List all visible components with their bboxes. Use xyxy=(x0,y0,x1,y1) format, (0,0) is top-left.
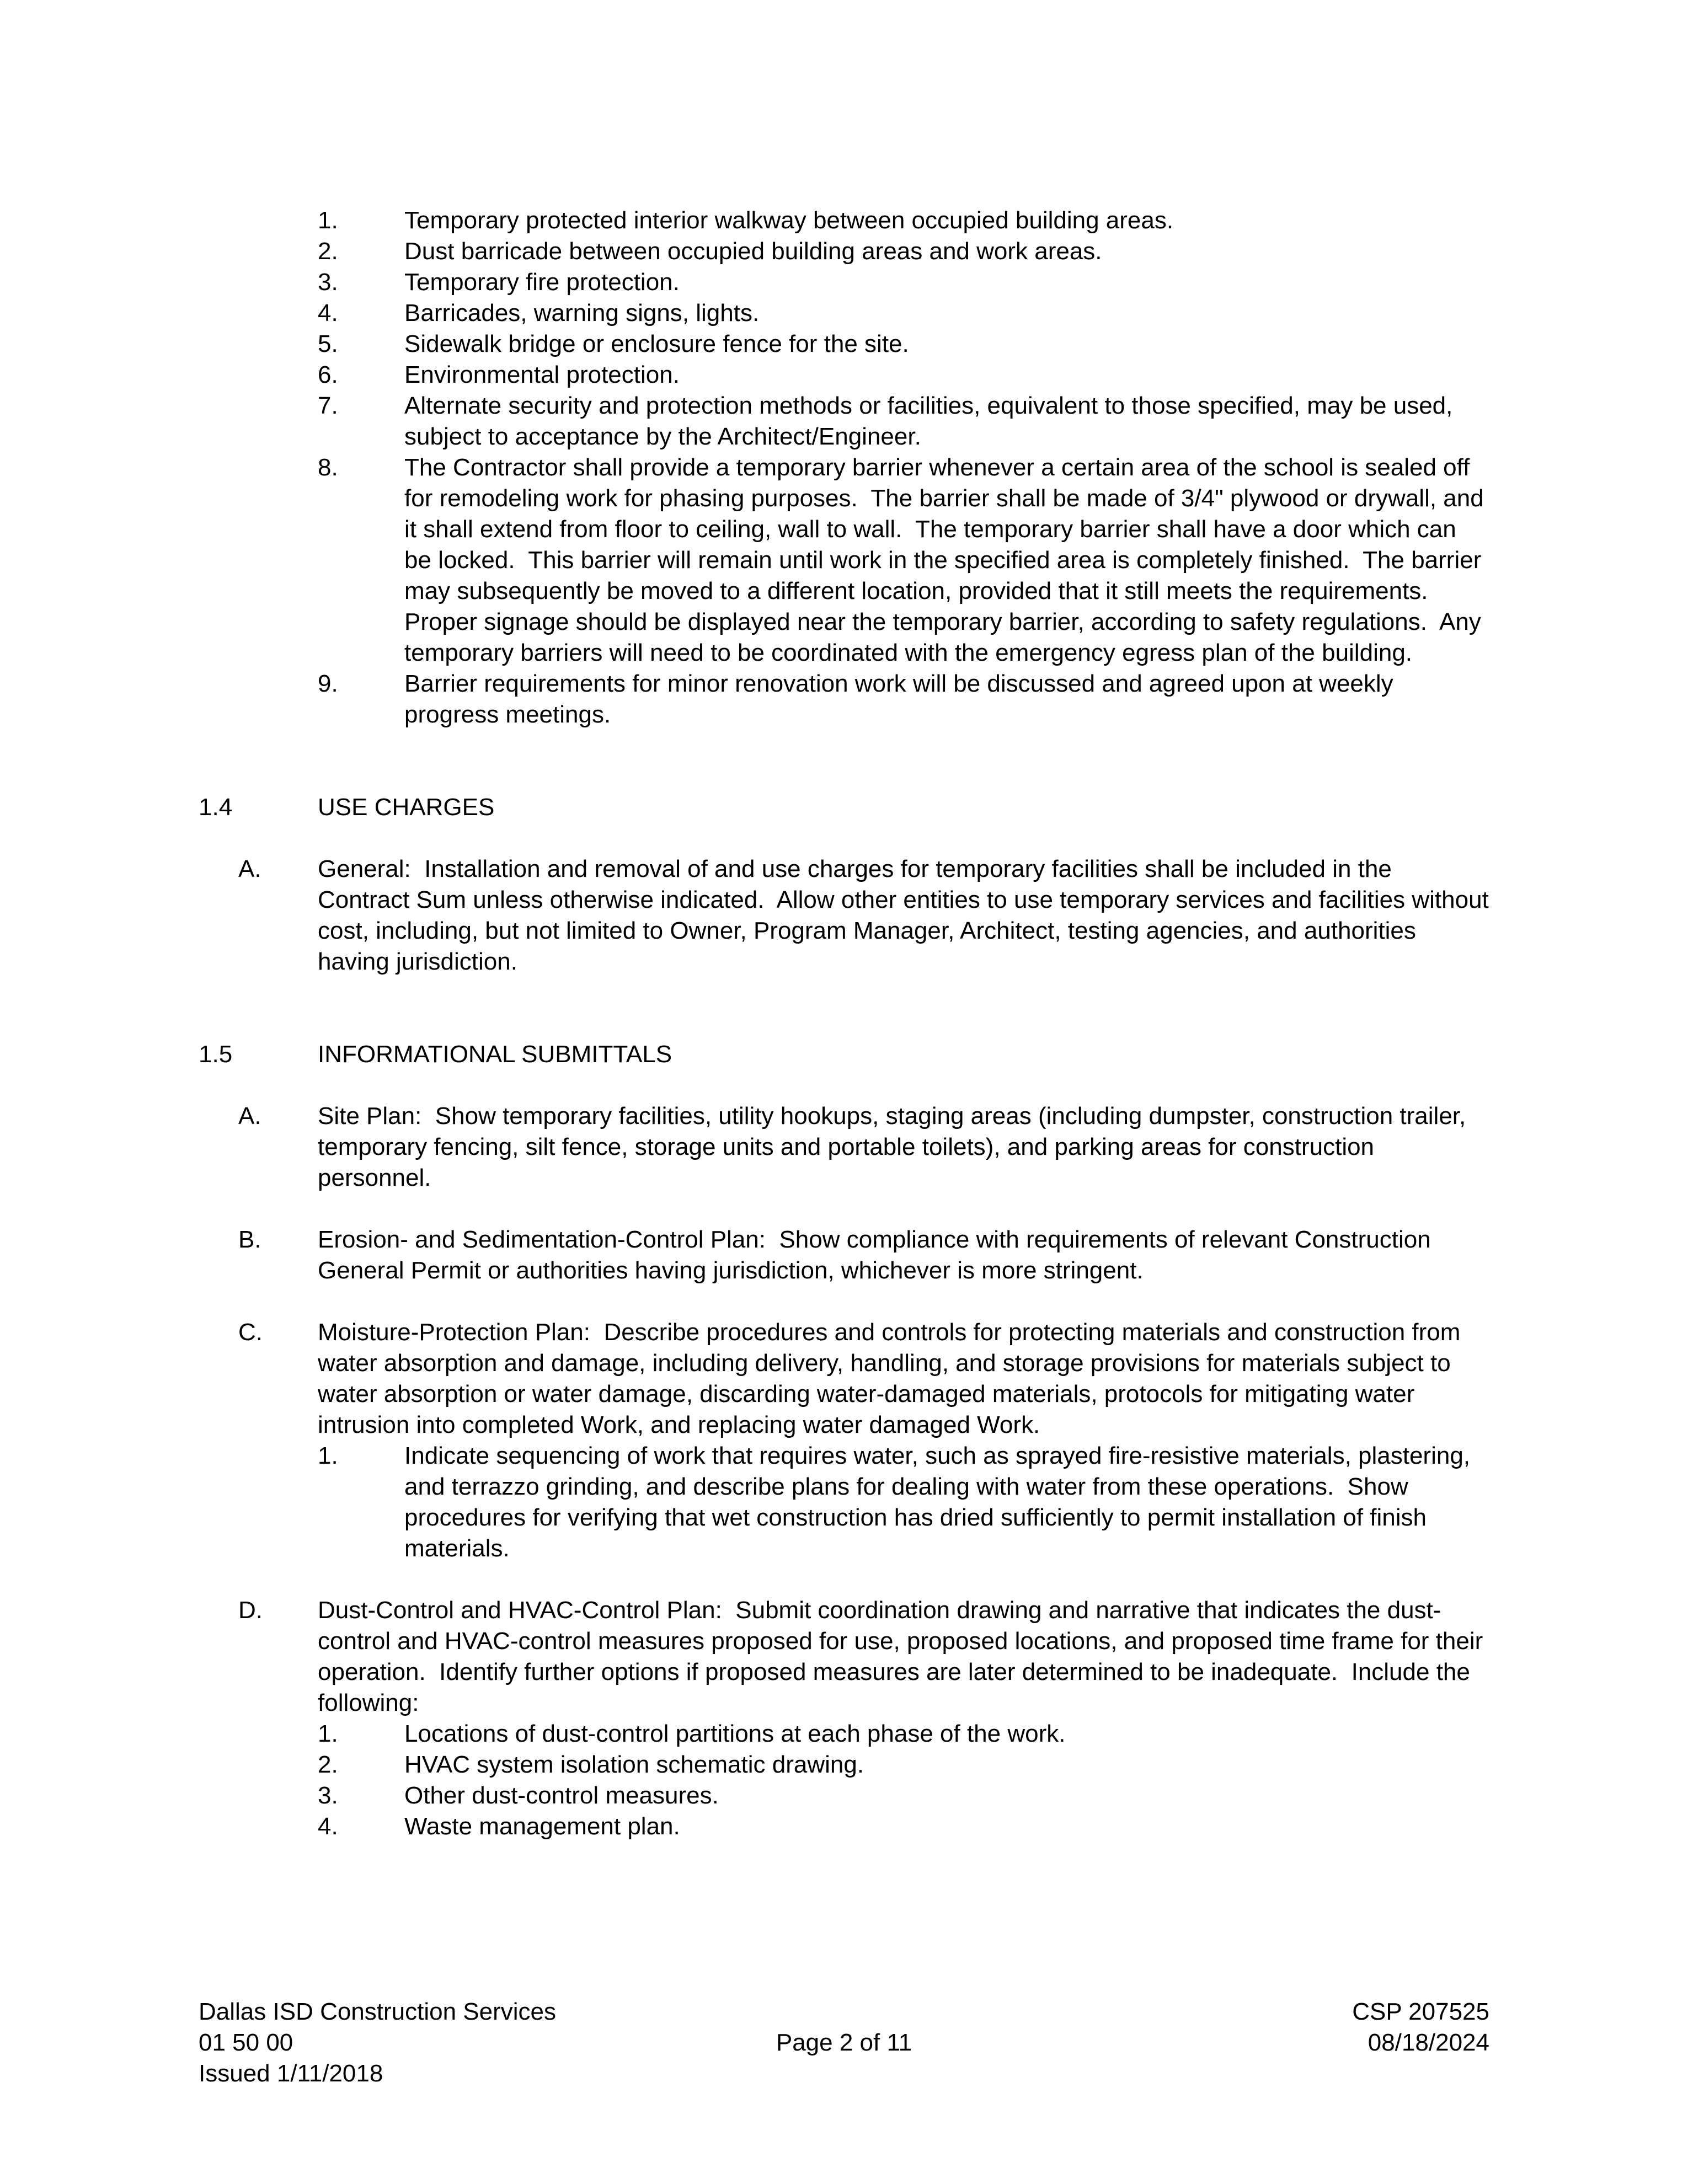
list-item-number: 8. xyxy=(318,454,338,481)
list-item xyxy=(318,236,1489,267)
sub-list-item xyxy=(318,1719,1489,1749)
paragraph-letter: D. xyxy=(238,1597,263,1624)
sub-list-item xyxy=(318,1441,1489,1564)
list-item-text: Temporary protected interior walkway between occupied building areas. xyxy=(404,207,1174,234)
document-content xyxy=(199,205,1496,1842)
footer-issued-date: Issued 1/11/2018 xyxy=(199,2060,383,2087)
list-item-text: The Contractor shall provide a temporary barrier whenever a certain area of the school is sealed off for remodeling work for phasing purposes. The barrier shall be made of 3/4" plywood or drywall, and it shall extend from floor to ceiling, wall to wall. The temporary barrier shall have a door which can be locked. This barrier will remain until work in the specified area is completely finished. The barrier may subsequently be moved to a different location, provided that it still meets the requirements. Proper signage should be displayed near the temporary barrier, according to safety regulations. Any temporary barriers will need to be coordinated with the emergency egress plan of the building. xyxy=(404,454,1491,666)
sub-list-item-number: 2. xyxy=(318,1751,338,1778)
list-item-text: Temporary fire protection. xyxy=(404,269,680,296)
sub-list-item-number: 1. xyxy=(318,1720,338,1747)
paragraph-letter: A. xyxy=(238,855,261,882)
list-item-number: 7. xyxy=(318,392,338,419)
section-title: INFORMATIONAL SUBMITTALS xyxy=(318,1041,672,1068)
list-item xyxy=(318,452,1489,668)
footer-date: 08/18/2024 xyxy=(1368,2029,1489,2056)
paragraph-item xyxy=(199,1595,1489,1842)
section-header-use-charges xyxy=(199,792,1489,823)
list-item xyxy=(318,668,1489,730)
paragraph-text: General: Installation and removal of and use charges for temporary facilities shall be included in the Contract Sum unless otherwise indicated. Allow other entities to use temporary services and facilities without cost, including, but not limited to Owner, Program Manager, Architect, testing agencies, and authorities having jurisdiction. xyxy=(318,855,1496,975)
list-item xyxy=(318,360,1489,390)
list-item-number: 3. xyxy=(318,269,338,296)
list-item xyxy=(318,298,1489,329)
footer-csp-number: CSP 207525 xyxy=(1352,1998,1489,2025)
sub-list-item-text: Other dust-control measures. xyxy=(404,1782,719,1809)
sub-list-item-number: 4. xyxy=(318,1813,338,1840)
paragraph-text: Site Plan: Show temporary facilities, utility hookups, staging areas (including dumpster, construction trailer, temporary fencing, silt fence, storage units and portable toilets), and parking areas for construction personnel. xyxy=(318,1102,1473,1191)
list-item-number: 1. xyxy=(318,207,338,234)
list-item-text: Environmental protection. xyxy=(404,361,680,388)
list-item xyxy=(318,267,1489,298)
sub-list-item-number: 1. xyxy=(318,1442,338,1469)
list-item-number: 2. xyxy=(318,238,338,265)
sub-list-item xyxy=(318,1811,1489,1842)
section-number: 1.5 xyxy=(199,1041,233,1068)
list-item-number: 6. xyxy=(318,361,338,388)
list-item-text: Dust barricade between occupied building areas and work areas. xyxy=(404,238,1102,265)
list-item xyxy=(318,390,1489,452)
list-item-text: Alternate security and protection methods or facilities, equivalent to those specified, may be used, subject to acceptance by the Architect/Engineer. xyxy=(404,392,1460,450)
sub-list-item-text: Waste management plan. xyxy=(404,1813,680,1840)
paragraph-item xyxy=(199,1317,1489,1564)
paragraph-letter: B. xyxy=(238,1226,261,1253)
sub-list-item-number: 3. xyxy=(318,1782,338,1809)
section-header-informational-submittals xyxy=(199,1039,1489,1070)
list-item xyxy=(318,205,1489,236)
list-item-text: Barricades, warning signs, lights. xyxy=(404,299,760,326)
paragraph-item xyxy=(199,1101,1489,1193)
sub-list-item-text: Locations of dust-control partitions at each phase of the work. xyxy=(404,1720,1066,1747)
list-item-number: 4. xyxy=(318,299,338,326)
list-item-number: 5. xyxy=(318,330,338,357)
sub-list-item-text: HVAC system isolation schematic drawing. xyxy=(404,1751,864,1778)
paragraph-item xyxy=(199,1224,1489,1286)
section-number: 1.4 xyxy=(199,794,233,821)
list-item xyxy=(318,329,1489,360)
footer-organization: Dallas ISD Construction Services xyxy=(199,1998,557,2025)
paragraph-text: Erosion- and Sedimentation-Control Plan: Show compliance with requirements of relevant Construction General Permit or authorities having jurisdiction, whichever is more stringent. xyxy=(318,1226,1438,1284)
footer-spec-number: 01 50 00 xyxy=(199,2029,293,2056)
paragraph-letter: C. xyxy=(238,1319,263,1346)
paragraph-text: Dust-Control and HVAC-Control Plan: Submit coordination drawing and narrative that indicates the dust-control and HVAC-control measures proposed for use, proposed locations, and proposed time frame for their operation. Identify further options if proposed measures are later determined to be inadequate. Include the following: xyxy=(318,1597,1490,1716)
section-title: USE CHARGES xyxy=(318,794,495,821)
paragraph-item xyxy=(199,854,1496,977)
sub-list-item xyxy=(318,1749,1489,1780)
footer-page-number: Page 2 of 11 xyxy=(776,2029,912,2056)
list-item-number: 9. xyxy=(318,670,338,697)
paragraph-text: Moisture-Protection Plan: Describe procedures and controls for protecting materials and construction from water absorption and damage, including delivery, handling, and storage provisions for materials subject to water absorption or water damage, discarding water-damaged materials, protocols for mitigating water intrusion into completed Work, and replacing water damaged Work. xyxy=(318,1319,1467,1438)
sub-list-item xyxy=(318,1780,1489,1811)
paragraph-letter: A. xyxy=(238,1102,261,1130)
list-item-text: Sidewalk bridge or enclosure fence for the site. xyxy=(404,330,909,357)
list-item-text: Barrier requirements for minor renovation work will be discussed and agreed upon at weekly progress meetings. xyxy=(404,670,1400,728)
sub-list-item-text: Indicate sequencing of work that requires water, such as sprayed fire-resistive materials, plastering, and terrazzo grinding, and describe plans for dealing with water from these operations. Show procedures for verifying that wet construction has dried sufficiently to permit installation of finish materials. xyxy=(404,1442,1477,1562)
page-footer xyxy=(199,1996,1489,2089)
